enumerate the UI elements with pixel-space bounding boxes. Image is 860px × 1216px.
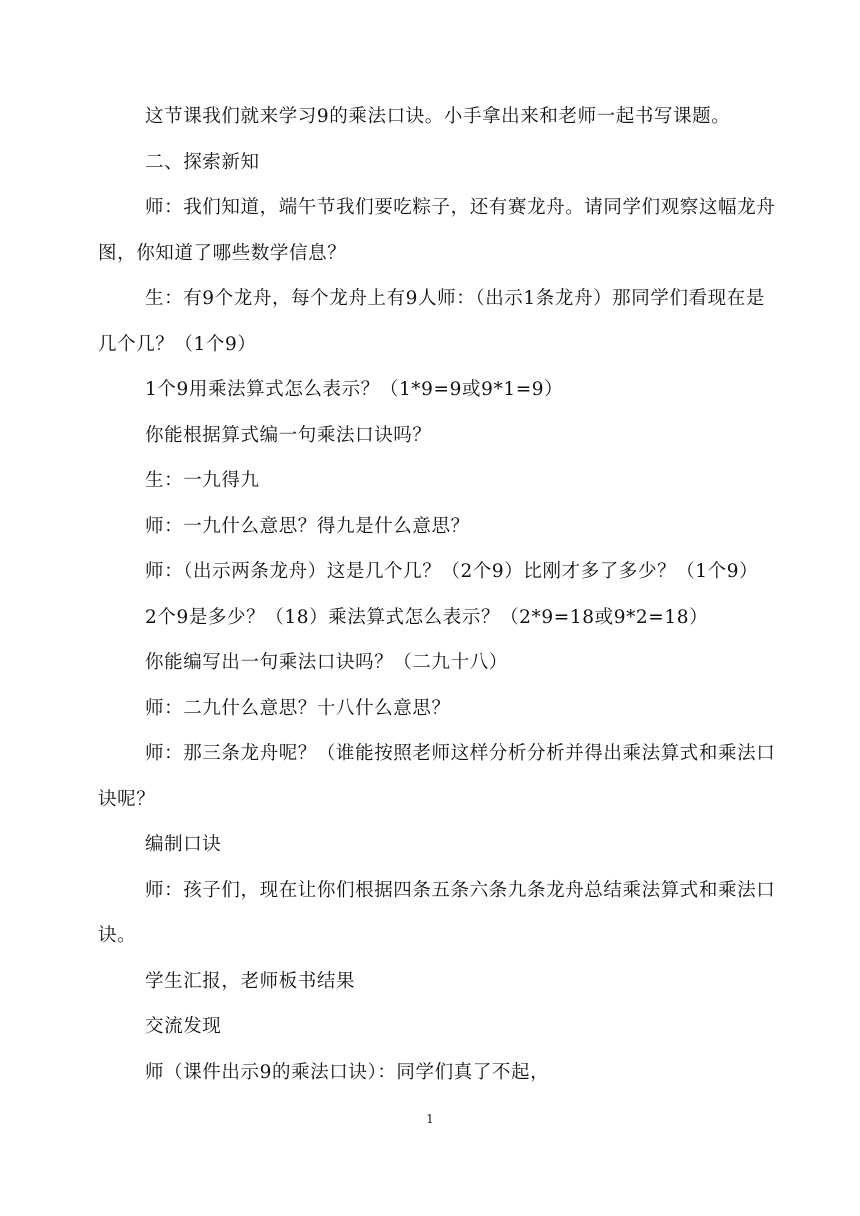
paragraph: 你能根据算式编一句乘法口诀吗？ [145, 424, 432, 446]
document-body [98, 94, 778, 1095]
page-number: 1 [426, 1112, 434, 1126]
paragraph: 2个9是多少？（18）乘法算式怎么表示？（2*9=18或9*2=18） [145, 606, 709, 628]
paragraph: 师：一九什么意思？得九是什么意思？ [145, 515, 470, 537]
paragraph: 生：有9个龙舟，每个龙舟上有9人师：（出示1条龙舟）那同学们看现在是几个几？（1个9） [98, 288, 765, 355]
section-heading: 二、探索新知 [145, 151, 260, 173]
subsection-heading: 编制口诀 [145, 834, 222, 855]
paragraph: 师：我们知道，端午节我们要吃粽子，还有赛龙舟。请同学们观察这幅龙舟图，你知道了哪些数学信息？ [98, 197, 776, 264]
paragraph: 学生汇报，老师板书结果 [145, 970, 356, 992]
subsection-heading: 交流发现 [145, 1016, 222, 1037]
paragraph: 这节课我们就来学习9的乘法口诀。小手拿出来和老师一起书写课题。 [145, 106, 731, 127]
paragraph: 生：一九得九 [145, 470, 260, 491]
paragraph: 师：（出示两条龙舟）这是几个几？（2个9）比刚才多了多少？（1个9） [145, 561, 759, 582]
paragraph: 师（课件出示9的乘法口诀）：同学们真了不起， [145, 1061, 550, 1083]
paragraph: 师：二九什么意思？十八什么意思？ [145, 697, 451, 719]
paragraph: 师：孩子们，现在让你们根据四条五条六条九条龙舟总结乘法算式和乘法口诀。 [98, 879, 776, 946]
paragraph: 师：那三条龙舟呢？（谁能按照老师这样分析分析并得出乘法算式和乘法口诀呢？ [98, 743, 776, 810]
paragraph: 1个9用乘法算式怎么表示？（1*9=9或9*1=9） [145, 379, 564, 400]
paragraph: 你能编写出一句乘法口诀吗？（二九十八） [145, 652, 508, 673]
